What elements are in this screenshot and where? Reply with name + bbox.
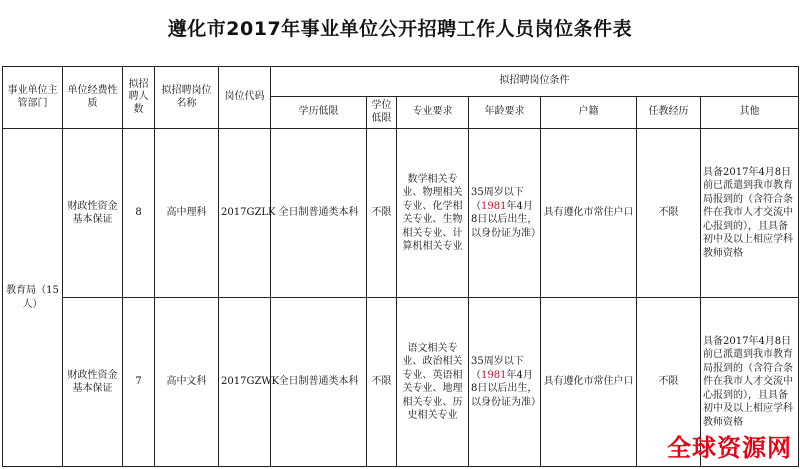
age-cell (469, 129, 541, 298)
header-count: 拟招聘人数 (123, 67, 155, 129)
age-prefix: 35周岁以下（ (471, 356, 524, 381)
header-row (3, 67, 799, 97)
age-year: 1981 (481, 200, 507, 212)
major-cell: 语文相关专业、政治相关专业、英语相关专业、地理相关专业、历史相关专业 (397, 298, 469, 467)
code-cell: 2017GZLK (219, 129, 271, 298)
education-cell: 全日制普通类本科 (271, 129, 367, 298)
age-suffix: 年4月8日以后出生，以身份证为准） (471, 369, 541, 408)
count-cell: 8 (123, 129, 155, 298)
page-title: 遵化市2017年事业单位公开招聘工作人员岗位条件表 (167, 18, 633, 40)
table-row (3, 129, 799, 298)
age-suffix: 年4月8日以后出生，以身份证为准） (471, 200, 541, 239)
header-funding: 单位经费性质 (63, 67, 123, 129)
degree-cell: 不限 (367, 298, 397, 467)
position-cell: 高中理科 (155, 129, 219, 298)
experience-cell: 不限 (637, 298, 701, 467)
watermark-logo: 全球资源网 (667, 434, 792, 462)
header-experience: 任教经历 (637, 97, 701, 129)
header-degree: 学位低限 (367, 97, 397, 129)
hukou-cell: 具有遵化市常住户口 (541, 298, 637, 467)
header-age: 年龄要求 (469, 97, 541, 129)
position-cell: 高中文科 (155, 298, 219, 467)
header-education: 学历低限 (271, 97, 367, 129)
header-hukou: 户籍 (541, 97, 637, 129)
funding-cell: 财政性资金基本保证 (63, 129, 123, 298)
age-year: 1981 (481, 369, 507, 381)
age-prefix: 35周岁以下（ (471, 187, 524, 212)
age-cell (469, 298, 541, 467)
position-conditions-table (2, 66, 799, 467)
header-dept: 事业单位主管部门 (3, 67, 63, 129)
header-position: 拟招聘岗位名称 (155, 67, 219, 129)
funding-cell: 财政性资金基本保证 (63, 298, 123, 467)
degree-cell: 不限 (367, 129, 397, 298)
hukou-cell: 具有遵化市常住户口 (541, 129, 637, 298)
education-cell: 全日制普通类本科 (271, 298, 367, 467)
header-conditions: 拟招聘岗位条件 (271, 67, 799, 97)
other-cell: 具备2017年4月8日前已派遣到我市教育局报到的（含符合条件在我市人才交流中心报到的），且具备初中及以上相应学科教师资格 (701, 298, 799, 467)
header-code: 岗位代码 (219, 67, 271, 129)
header-other: 其他 (701, 97, 799, 129)
other-cell: 具备2017年4月8日前已派遣到我市教育局报到的（含符合条件在我市人才交流中心报到的），且具备初中及以上相应学科教师资格 (701, 129, 799, 298)
experience-cell: 不限 (637, 129, 701, 298)
count-cell: 7 (123, 298, 155, 467)
department-cell: 教育局（15人） (3, 129, 63, 467)
major-cell: 数学相关专业、物理相关专业、化学相关专业、生物相关专业、计算机相关专业 (397, 129, 469, 298)
code-cell: 2017GZWK (219, 298, 271, 467)
header-major: 专业要求 (397, 97, 469, 129)
